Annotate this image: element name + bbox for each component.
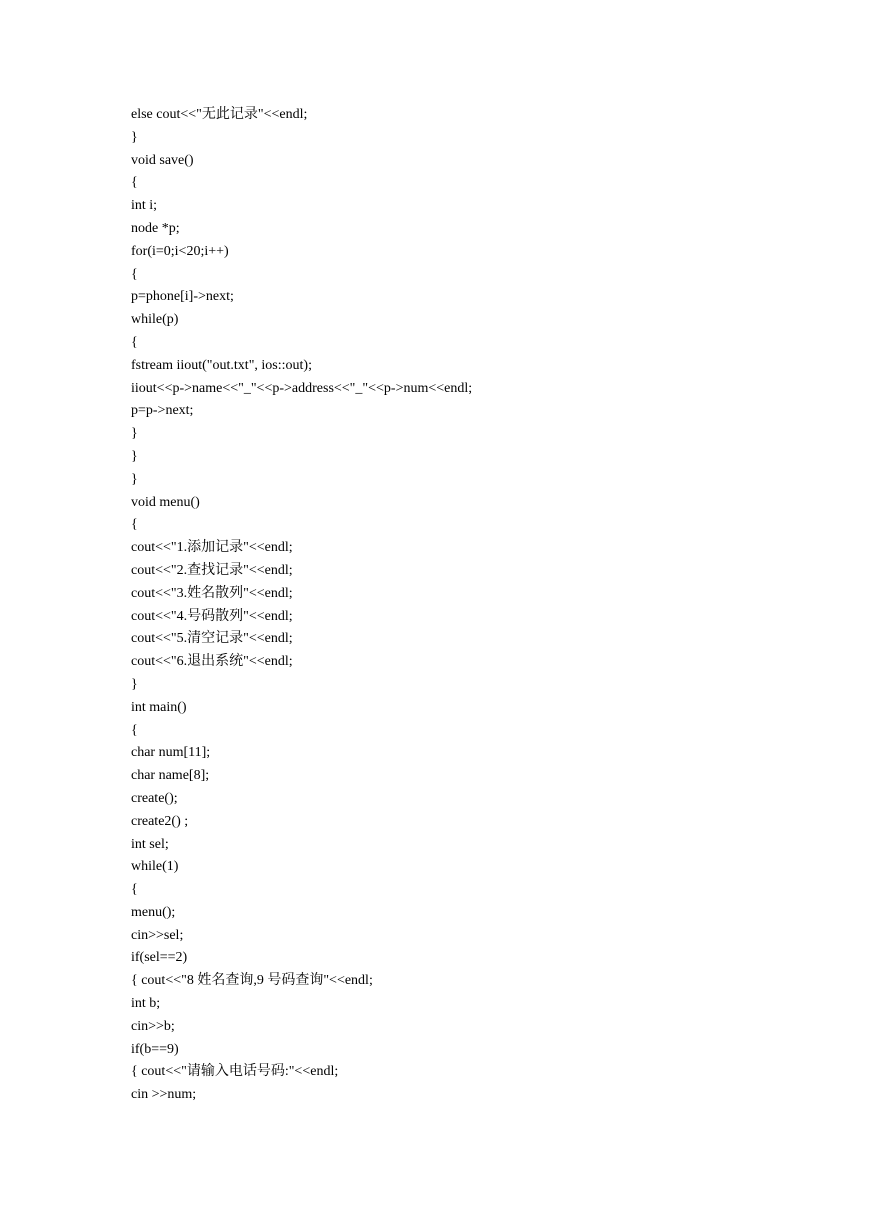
code-line: int b;: [131, 996, 161, 1012]
code-line: void save(): [131, 152, 194, 168]
code-line: if(sel==2): [131, 950, 188, 966]
code-line: while(1): [131, 859, 179, 875]
code-line: char name[8];: [131, 768, 210, 784]
code-line: create2() ;: [131, 813, 189, 829]
code-line: while(p): [131, 312, 179, 328]
code-line: node *p;: [131, 220, 180, 236]
code-line: {: [131, 175, 138, 191]
code-line: for(i=0;i<20;i++): [131, 243, 229, 259]
code-line: { cout<<"8 姓名查询,9 号码查询"<<endl;: [131, 973, 373, 989]
code-line: {: [131, 334, 138, 350]
code-line: else cout<<"无此记录"<<endl;: [131, 107, 308, 122]
code-line: }: [131, 448, 138, 464]
code-line: if(b==9): [131, 1041, 179, 1057]
code-line: char num[11];: [131, 745, 211, 761]
code-line: int sel;: [131, 836, 169, 852]
code-line: fstream iiout("out.txt", ios::out);: [131, 357, 312, 373]
code-line: create();: [131, 790, 178, 806]
code-line: { cout<<"请输入电话号码:"<<endl;: [131, 1064, 339, 1080]
code-line: }: [131, 129, 138, 145]
code-line: {: [131, 266, 138, 282]
code-line: }: [131, 426, 138, 442]
code-line: p=p->next;: [131, 403, 194, 419]
code-listing: [131, 104, 472, 1107]
code-line: menu();: [131, 904, 176, 920]
code-line: cout<<"3.姓名散列"<<endl;: [131, 585, 293, 601]
code-line: int i;: [131, 198, 158, 214]
code-line: p=phone[i]->next;: [131, 289, 234, 305]
code-line: cout<<"4.号码散列"<<endl;: [131, 608, 293, 624]
code-line: cin>>sel;: [131, 927, 184, 943]
code-line: cout<<"6.退出系统"<<endl;: [131, 654, 293, 670]
code-line: {: [131, 882, 138, 898]
code-line: {: [131, 517, 138, 533]
code-line: cout<<"2.查找记录"<<endl;: [131, 562, 293, 578]
code-line: void menu(): [131, 494, 200, 510]
code-line: }: [131, 676, 138, 692]
code-line: cout<<"1.添加记录"<<endl;: [131, 540, 293, 556]
code-line: cin >>num;: [131, 1087, 197, 1103]
code-line: int main(): [131, 699, 187, 715]
code-line: iiout<<p->name<<"_"<<p->address<<"_"<<p->num<<endl;: [131, 380, 473, 396]
code-line: {: [131, 722, 138, 738]
code-line: }: [131, 471, 138, 487]
code-line: cout<<"5.清空记录"<<endl;: [131, 631, 293, 647]
code-line: cin>>b;: [131, 1018, 175, 1034]
